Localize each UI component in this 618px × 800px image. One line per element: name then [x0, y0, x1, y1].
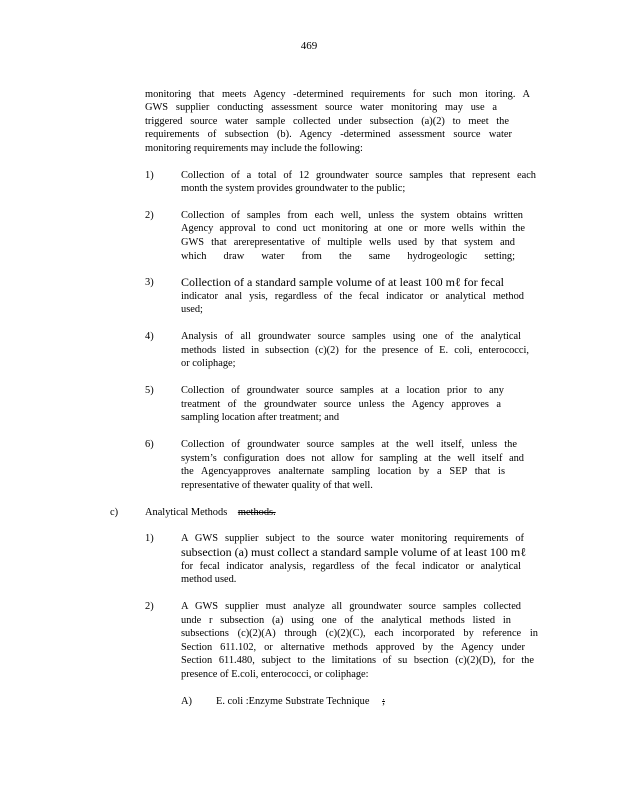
list-item-line: treatment of the groundwater source unless the Agency approves a: [181, 399, 501, 410]
list-item-line: sampling location after treatment; and: [181, 412, 340, 423]
intro-line: monitoring that meets Agency -determined requirements for such mon itoring. A: [145, 89, 530, 100]
list-item-line: Collection of groundwater source samples at a location prior to any: [181, 385, 504, 396]
list-item-line: A GWS supplier subject to the source water monitoring requirements of: [181, 533, 524, 544]
list-marker: 6): [145, 439, 154, 450]
list-item-line: method used.: [181, 574, 237, 585]
list-item-line: unde r subsection (a) using one of the analytical methods listed in: [181, 615, 511, 626]
list-item-line: month the system provides groundwater to the public;: [181, 183, 406, 194]
list-item-line: indicator anal ysis, regardless of the fecal indicator or analytical method: [181, 291, 524, 302]
page-number: 469: [300, 40, 318, 52]
list-item-line: Collection of a standard sample volume of at least 100 mℓ for fecal: [181, 275, 504, 289]
list-item-line: system’s configuration does not allow for sampling at the well itself and: [181, 453, 524, 464]
list-item-line: Section 611.480, subject to the limitations of su bsection (c)(2)(D), for the: [181, 655, 534, 666]
intro-line: requirements of subsection (b). Agency -determined assessment source water: [145, 129, 512, 140]
intro-line: triggered source water sample collected under subsection (a)(2) to meet the: [145, 116, 509, 127]
list-marker: 3): [145, 277, 154, 288]
sub-list-marker: A): [181, 696, 192, 707]
list-item-line: methods listed in subsection (c)(2) for the presence of E. coli, enterococci,: [181, 345, 529, 356]
list-item-line: Collection of groundwater source samples at the well itself, unless the: [181, 439, 517, 450]
list-item-line: Collection of a total of 12 groundwater source samples that represent each: [181, 170, 536, 181]
list-item-line: used;: [181, 304, 203, 315]
list-item-line: presence of E.coli, enterococci, or coliphage:: [181, 669, 369, 680]
list-marker: 2): [145, 210, 154, 221]
list-item-line: subsections (c)(2)(A) through (c)(2)(C), each incorporated by reference in: [181, 628, 538, 639]
list-item-line: Collection of samples from each well, unless the system obtains written: [181, 210, 523, 221]
list-marker: 4): [145, 331, 154, 342]
struck-text: methods.: [237, 507, 276, 518]
section-title-line: [145, 506, 276, 519]
list-item-line: subsection (a) must collect a standard sample volume of at least 100 mℓ: [181, 545, 526, 559]
list-item-line: Agency approval to cond uct monitoring at one or more wells within the: [181, 223, 525, 234]
intro-line: monitoring requirements may include the following:: [145, 143, 363, 154]
list-item-line: which draw water from the same hydrogeologic setting;: [181, 251, 515, 262]
list-item-line: Analysis of all groundwater source samples using one of the analytical: [181, 331, 521, 342]
list-item-line: the Agencyapproves analternate sampling location by a SEP that is: [181, 466, 505, 477]
list-item-line: Section 611.102, or alternative methods approved by the Agency under: [181, 642, 525, 653]
list-marker: 1): [145, 533, 154, 544]
list-marker: 5): [145, 385, 154, 396]
list-item-line: or coliphage;: [181, 358, 236, 369]
section-title: Analytical Methods: [145, 507, 228, 518]
list-item-line: for fecal indicator analysis, regardless of the fecal indicator or analytical: [181, 561, 521, 572]
list-item-line: representative of thewater quality of that well.: [181, 480, 373, 491]
sub-list-item-line: [216, 695, 385, 708]
sub-list-item-text: E. coli :Enzyme Substrate Technique: [216, 696, 370, 707]
list-item-line: GWS that arerepresentative of multiple wells used by that system and: [181, 237, 515, 248]
list-marker: 1): [145, 170, 154, 181]
intro-line: GWS supplier conducting assessment source water monitoring may use a: [145, 102, 497, 113]
struck-text: ;: [382, 696, 385, 707]
section-marker: c): [110, 507, 119, 518]
list-marker: 2): [145, 601, 154, 612]
list-item-line: A GWS supplier must analyze all groundwater source samples collected: [181, 601, 521, 612]
